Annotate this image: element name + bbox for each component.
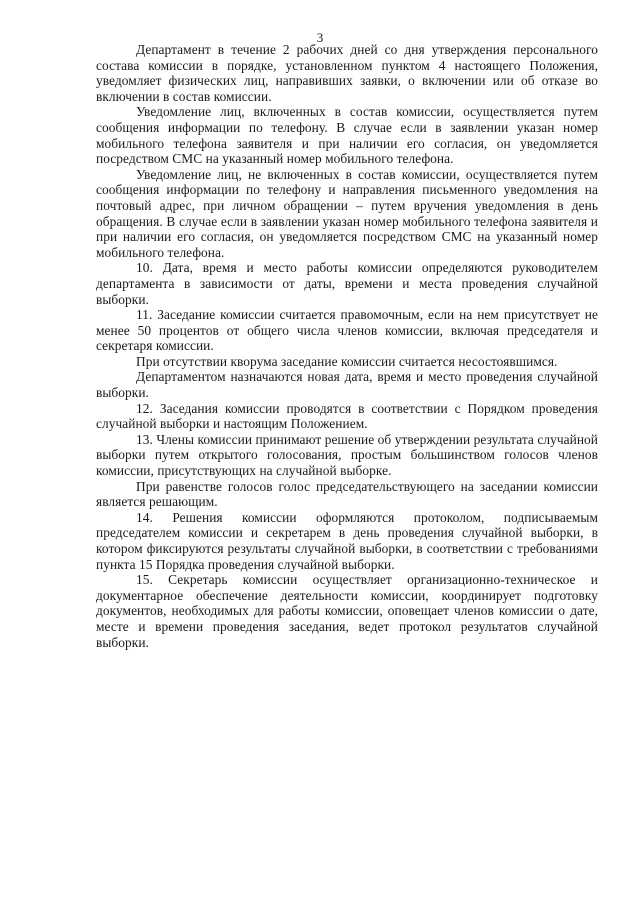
paragraph-item-10: 10. Дата, время и место работы комиссии определяются руководителем департамента в зависимости от даты, времени и места проведения случайной выборки. [96,260,598,307]
page-number: 3 [316,30,324,45]
paragraph-item-14: 14. Решения комиссии оформляются протоколом, подписываемым председателем комиссии и секретарем в день проведения случайной выборки, в котором фиксируются результаты случайной выборки, в соответствии с требованиями пункта 15 Порядка проведения случайной выборки. [96,509,598,572]
paragraph-item-13: 13. Члены комиссии принимают решение об утверждении результата случайной выборки путем открытого голосования, простым большинством голосов членов комиссии, присутствующих на случайной выборке. [96,431,598,479]
paragraph-item-12: 12. Заседания комиссии проводятся в соответствии с Порядком проведения случайной выборки и настоящим Положением. [96,400,598,432]
paragraph-notification-timeline: Департамент в течение 2 рабочих дней со дня утверждения персонального состава комиссии в порядке, установленном пунктом 4 настоящего Положения, уведомляет физических лиц, направивших заявки, о включении или об отказе во включении в состав комиссии. [96,42,598,104]
paragraph-notification-excluded: Уведомление лиц, не включенных в состав комиссии, осуществляется путем сообщения информации по телефону и направления письменного уведомления на почтовый адрес, при личном обращении – путем вручения уведомления в день обращения. В случае если в заявлении указан номер мобильного телефона заявителя и при наличии его согласия, он уведомляется посредством СМС на указанный номер мобильного телефона. [96,166,598,260]
paragraph-item-11: 11. Заседание комиссии считается правомочным, если на нем присутствует не менее 50 процентов от общего числа членов комиссии, включая председателя и секретаря комиссии. [96,307,598,354]
paragraph-no-quorum: При отсутствии кворума заседание комиссии считается несостоявшимся. [136,353,558,369]
document-body [96,42,598,650]
paragraph-notification-included: Уведомление лиц, включенных в состав комиссии, осуществляется путем сообщения информации по телефону. В случае если в заявлении указан номер мобильного телефона заявителя и при наличии его согласия, он уведомляется посредством СМС на указанный номер мобильного телефона. [96,104,598,167]
paragraph-tie-vote: При равенстве голосов голос председательствующего на заседании комиссии является решающим. [96,478,598,510]
paragraph-new-date: Департаментом назначаются новая дата, время и место проведения случайной выборки. [96,369,598,401]
paragraph-item-15: 15. Секретарь комиссии осуществляет организационно-техническое и документарное обеспечение деятельности комиссии, координирует подготовку документов, необходимых для работы комиссии, оповещает членов комиссии о дате, месте и времени проведения заседания, ведет протокол результатов случайной выборки. [96,572,598,650]
